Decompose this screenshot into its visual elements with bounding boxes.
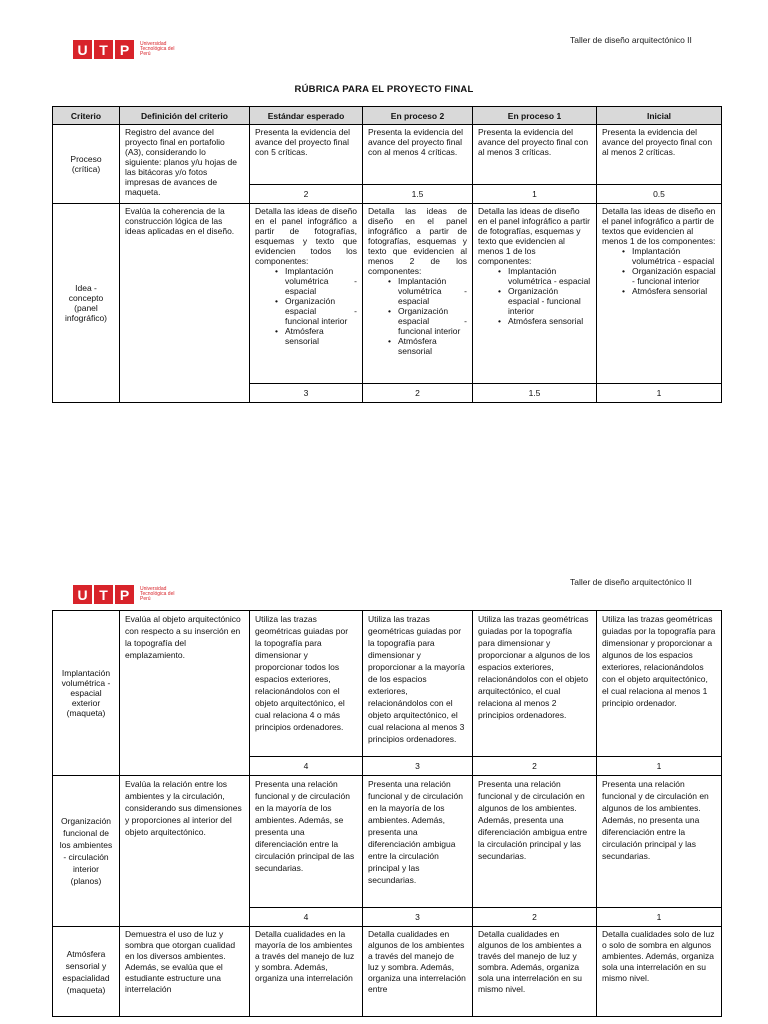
component-item: • Organización espacial - funcional interior bbox=[368, 306, 467, 336]
score-cell: 0.5 bbox=[597, 185, 722, 204]
table-header-row bbox=[53, 107, 722, 125]
score-cell: 1 bbox=[473, 185, 597, 204]
definition-cell: Evalúa la relación entre los ambientes y la circulación, considerando sus dimensiones y proporciones al interior del objeto arquitectónico. bbox=[120, 776, 250, 927]
component-list bbox=[602, 246, 716, 296]
score-cell: 2 bbox=[363, 384, 473, 403]
component-item: • Atmósfera sensorial bbox=[368, 336, 467, 356]
rubric-table-1 bbox=[52, 106, 722, 403]
component-item: • Atmósfera sensorial bbox=[255, 326, 357, 346]
level-cell: Presenta una relación funcional y de circulación en algunos de los ambientes. Además, presenta una diferenciación ambigua entre la circulación principal y las secundarias. bbox=[473, 776, 597, 908]
score-cell: 2 bbox=[250, 185, 363, 204]
logo-subtitle: Universidad Tecnológica del Perú bbox=[140, 41, 175, 57]
component-list bbox=[478, 266, 591, 326]
level-cell: Presenta una relación funcional y de circulación en algunos de los ambientes. Además, no presenta una diferenciación entre la circulación principal y las secundarias. bbox=[597, 776, 722, 908]
level-cell: Utiliza las trazas geométricas guiadas por la topografía para dimensionar y proporcionar a algunos de los espacios exteriores, relacionándolos con el objeto arquitectónico, el cual relaciona al menos 1 principio ordenador. bbox=[597, 611, 722, 757]
definition-cell: Registro del avance del proyecto final en portafolio (A3), considerando lo siguiente: planos y/u hojas de las bitácoras y/o fotos impresas de avances de maqueta. bbox=[120, 125, 250, 204]
logo-letter: T bbox=[94, 40, 113, 59]
component-item: • Implantación volumétrica - espacial bbox=[478, 266, 591, 286]
logo-letter: U bbox=[73, 585, 92, 604]
level-text: Detalla las ideas de diseño en el panel infográfico a partir de fotografías, esquemas y texto que evidencien al menos 1 de los componentes: bbox=[478, 206, 590, 266]
criterion-cell: Proceso (crítica) bbox=[53, 125, 120, 204]
component-item: • Atmósfera sensorial bbox=[602, 286, 716, 296]
level-cell: Utiliza las trazas geométricas guiadas por la topografía para dimensionar y proporcionar todos los espacios exteriores, relacionándolos con el objeto arquitectónico, el cual relaciona 4 o más principios ordenadores. bbox=[250, 611, 363, 757]
level-cell: Presenta la evidencia del avance del proyecto final con al menos 3 críticas. bbox=[473, 125, 597, 185]
document-title: RÚBRICA PARA EL PROYECTO FINAL bbox=[294, 84, 474, 95]
level-cell bbox=[473, 204, 597, 384]
score-cell: 4 bbox=[250, 757, 363, 776]
definition-cell: Evalúa la coherencia de la construcción lógica de las ideas aplicadas en el diseño. bbox=[120, 204, 250, 403]
definition-cell: Demuestra el uso de luz y sombra que otorgan cualidad en los diversos ambientes. Además, se evalúa que el estudiante estructure una interrelación bbox=[120, 927, 250, 1017]
score-cell: 1.5 bbox=[473, 384, 597, 403]
logo-letter: U bbox=[73, 40, 92, 59]
level-cell: Presenta la evidencia del avance del proyecto final con al menos 4 críticas. bbox=[363, 125, 473, 185]
level-cell: Presenta una relación funcional y de circulación en la mayoría de los ambientes. Además, se presenta una diferenciación entre la circulación principal de las secundarias. bbox=[250, 776, 363, 908]
level-cell: Detalla cualidades en la mayoría de los ambientes a través del manejo de luz y sombra. Además, organiza una interrelación bbox=[250, 927, 363, 1017]
criterion-cell: Organización funcional de los ambientes - circulación interior (planos) bbox=[53, 776, 120, 927]
utp-logo bbox=[73, 585, 180, 604]
criterion-cell: Idea - concepto (panel infográfico) bbox=[53, 204, 120, 403]
table-row bbox=[53, 776, 722, 908]
level-cell: Presenta la evidencia del avance del proyecto final con al menos 2 críticas. bbox=[597, 125, 722, 185]
course-title: Taller de diseño arquitectónico II bbox=[570, 35, 692, 45]
score-cell: 3 bbox=[363, 757, 473, 776]
table-row bbox=[53, 204, 722, 384]
level-cell: Utiliza las trazas geométricas guiadas por la topografía para dimensionar y proporcionar a la mayoría de los espacios exteriores, relacionándolos con el objeto arquitectónico, el cual relaciona al menos 3 principios ordenadores. bbox=[363, 611, 473, 757]
score-cell: 3 bbox=[250, 384, 363, 403]
table-row bbox=[53, 927, 722, 1017]
level-text: Detalla las ideas de diseño en el panel infográfico a partir de textos que evidencien al menos 1 de los componentes: bbox=[602, 206, 716, 246]
level-text: Detalla las ideas de diseño en el panel infográfico a partir de fotografías, esquemas y texto que evidencien todos los componentes: bbox=[255, 206, 357, 266]
logo-letter: P bbox=[115, 40, 134, 59]
column-header: En proceso 1 bbox=[473, 107, 597, 125]
component-item: • Implantación volumétrica - espacial bbox=[602, 246, 716, 266]
component-item: • Organización espacial - funcional interior bbox=[255, 296, 357, 326]
level-cell: Presenta la evidencia del avance del proyecto final con 5 críticas. bbox=[250, 125, 363, 185]
level-text: Detalla las ideas de diseño en el panel infográfico a partir de fotografías, esquemas y texto que evidencien al menos 2 de los componentes: bbox=[368, 206, 467, 276]
table-row bbox=[53, 125, 722, 185]
column-header: Criterio bbox=[53, 107, 120, 125]
score-cell: 2 bbox=[473, 908, 597, 927]
component-list bbox=[368, 276, 467, 356]
table-row bbox=[53, 611, 722, 757]
course-title: Taller de diseño arquitectónico II bbox=[570, 577, 692, 587]
component-item: • Implantación volumétrica - espacial bbox=[368, 276, 467, 306]
level-cell: Utiliza las trazas geométricas guiadas por la topografía para dimensionar y proporcionar a algunos de los espacios exteriores, relacionándolos con el objeto arquitectónico, el cual relaciona al menos 2 principios ordenadores. bbox=[473, 611, 597, 757]
score-cell: 1 bbox=[597, 757, 722, 776]
component-list bbox=[255, 266, 357, 346]
component-item: • Organización espacial - funcional interior bbox=[478, 286, 591, 316]
column-header: Estándar esperado bbox=[250, 107, 363, 125]
level-cell bbox=[597, 204, 722, 384]
component-item: • Implantación volumétrica - espacial bbox=[255, 266, 357, 296]
criterion-cell: Implantación volumétrica - espacial exterior (maqueta) bbox=[53, 611, 120, 776]
score-cell: 2 bbox=[473, 757, 597, 776]
level-cell bbox=[250, 204, 363, 384]
level-cell: Detalla cualidades solo de luz o solo de sombra en algunos ambientes. Además, organiza sola una interrelación en su mismo nivel. bbox=[597, 927, 722, 1017]
score-cell: 1.5 bbox=[363, 185, 473, 204]
score-cell: 3 bbox=[363, 908, 473, 927]
rubric-table-2 bbox=[52, 610, 722, 1017]
column-header: En proceso 2 bbox=[363, 107, 473, 125]
level-cell: Detalla cualidades en algunos de los ambientes a través del manejo de luz y sombra. Además, organiza una interrelación entre bbox=[363, 927, 473, 1017]
logo-subtitle: Universidad Tecnológica del Perú bbox=[140, 586, 175, 602]
component-item: • Organización espacial - funcional interior bbox=[602, 266, 716, 286]
logo-letter: T bbox=[94, 585, 113, 604]
component-item: • Atmósfera sensorial bbox=[478, 316, 591, 326]
score-cell: 1 bbox=[597, 908, 722, 927]
definition-cell: Evalúa al objeto arquitectónico con respecto a su inserción en la topografía del emplazamiento. bbox=[120, 611, 250, 776]
utp-logo bbox=[73, 40, 180, 59]
score-cell: 1 bbox=[597, 384, 722, 403]
column-header: Inicial bbox=[597, 107, 722, 125]
page-1 bbox=[0, 0, 768, 505]
level-cell: Detalla cualidades en algunos de los ambientes a través del manejo de luz y sombra. Además, organiza sola una interrelación en su mismo nivel. bbox=[473, 927, 597, 1017]
criterion-cell: Atmósfera sensorial y espacialidad (maqueta) bbox=[53, 927, 120, 1017]
level-cell: Presenta una relación funcional y de circulación en la mayoría de los ambientes. Además, presenta una diferenciación ambigua entre la circulación principal y las secundarias. bbox=[363, 776, 473, 908]
level-cell bbox=[363, 204, 473, 384]
column-header: Definición del criterio bbox=[120, 107, 250, 125]
score-cell: 4 bbox=[250, 908, 363, 927]
logo-letter: P bbox=[115, 585, 134, 604]
